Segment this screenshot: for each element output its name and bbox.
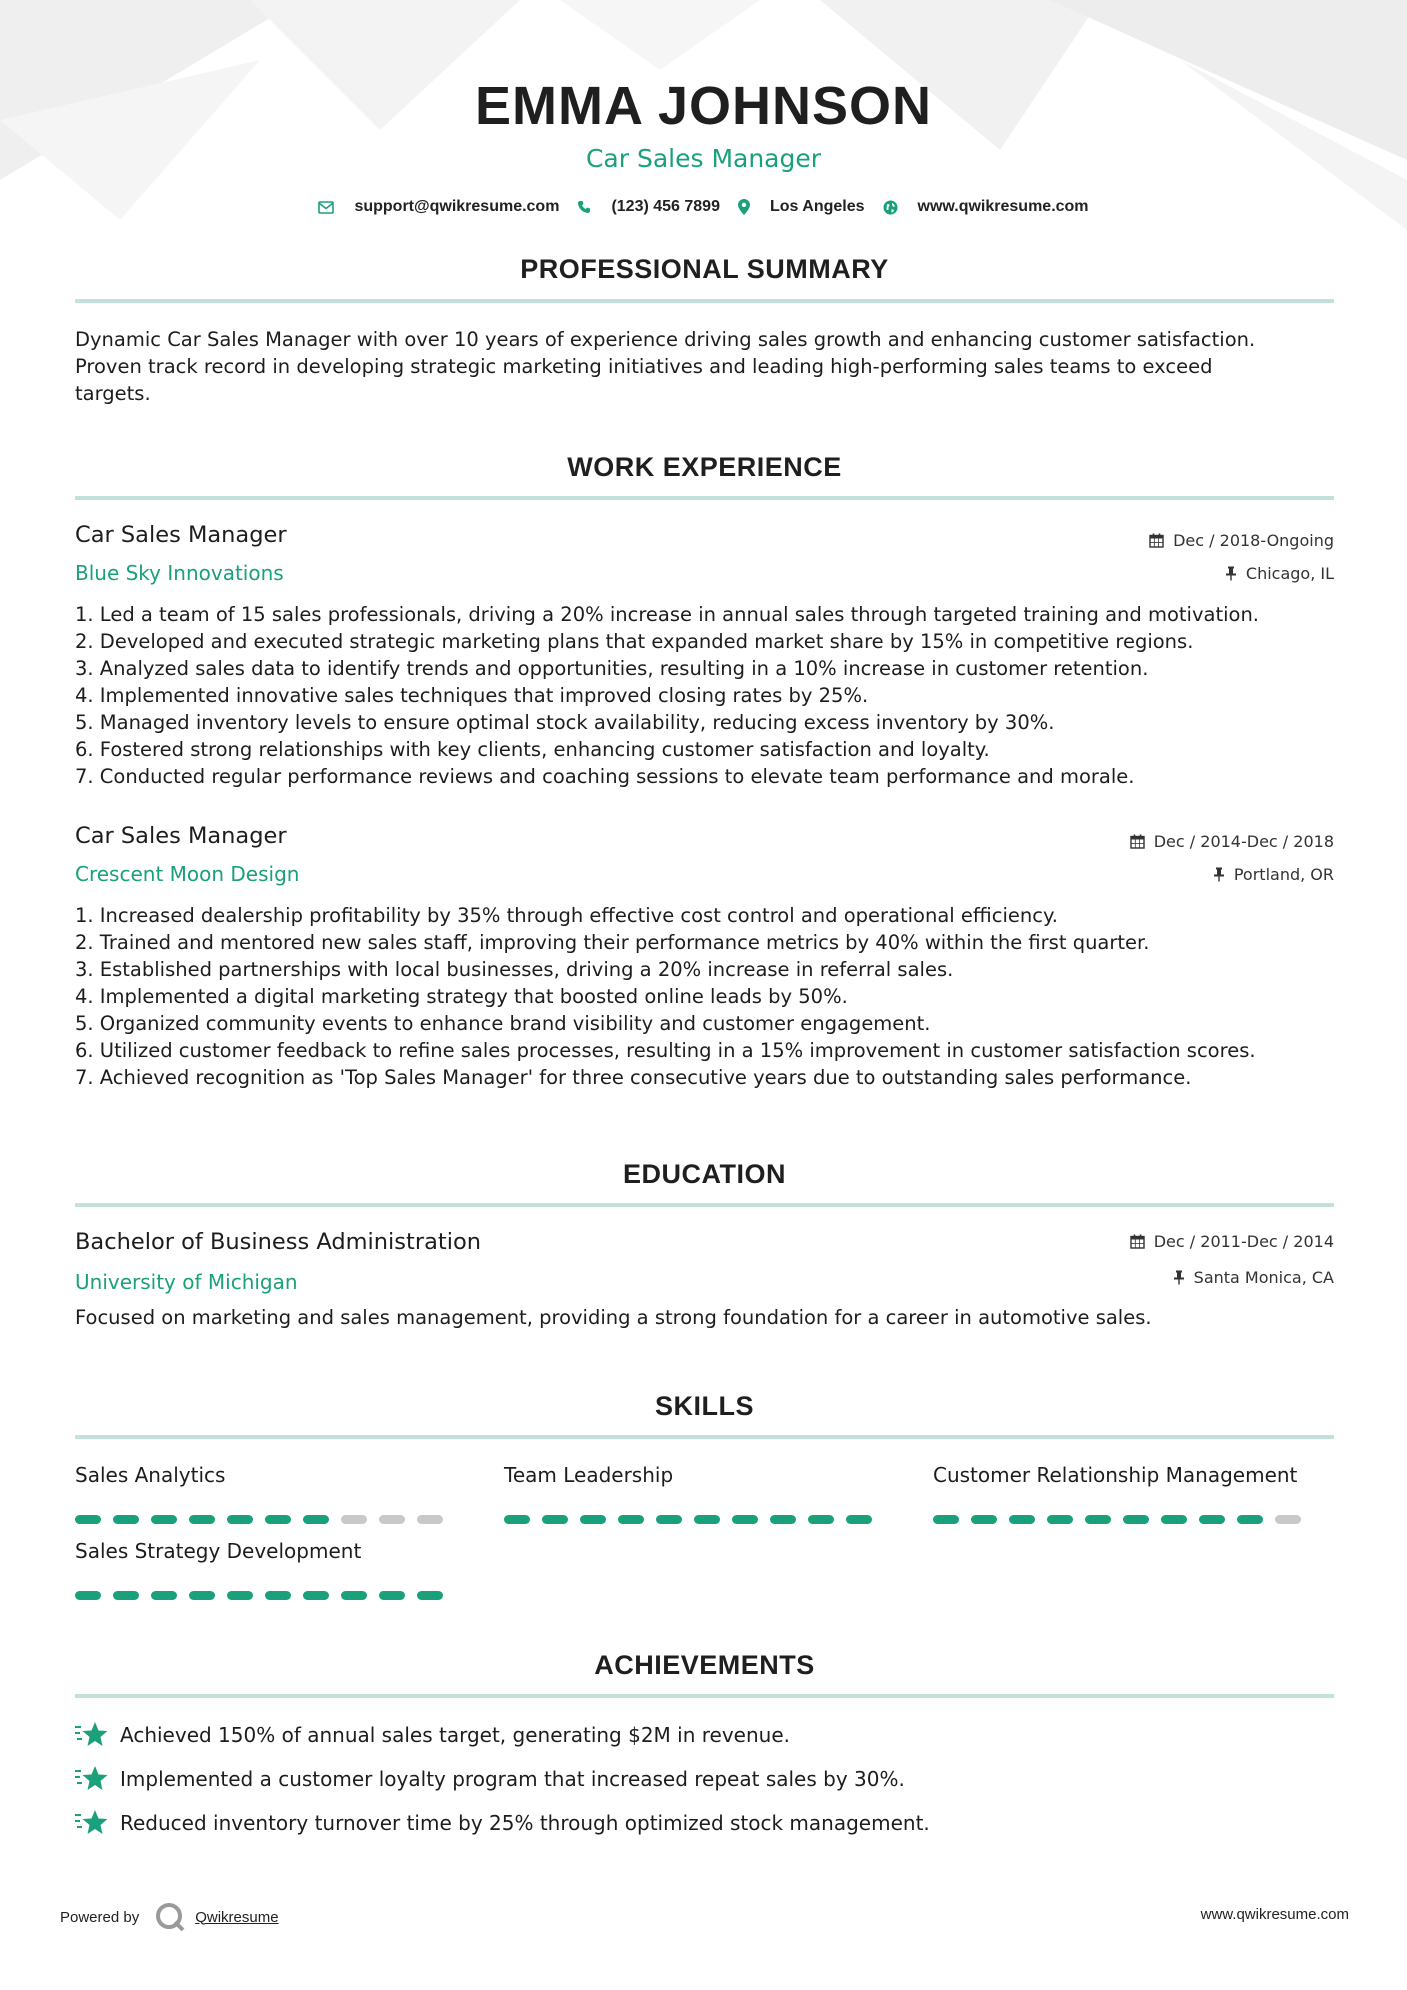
- candidate-name: EMMA JOHNSON: [474, 76, 933, 136]
- skill-dash-filled: [227, 1591, 253, 1600]
- footer-powered-by: [60, 1902, 279, 1932]
- skill-dash-filled: [189, 1591, 215, 1600]
- contact-row: [0, 198, 1407, 216]
- qwikresume-logo-icon: [155, 1902, 185, 1932]
- job-bullet: 4. Implemented innovative sales techniques that improved closing rates by 25%.: [75, 684, 869, 707]
- education-rule: [75, 1203, 1334, 1207]
- star-badge-icon: [75, 1809, 108, 1837]
- calendar-icon: [1130, 1234, 1145, 1249]
- experience-heading: WORK EXPERIENCE: [567, 452, 842, 482]
- skill-dash-filled: [1085, 1515, 1111, 1524]
- job-bullet: 7. Conducted regular performance reviews and coaching sessions to elevate team performance and morale.: [75, 765, 1135, 788]
- job-company: Blue Sky Innovations: [75, 561, 284, 585]
- skill-dash-filled: [75, 1515, 101, 1524]
- summary-rule: [75, 299, 1334, 303]
- job-dates-text: Dec / 2014-Dec / 2018: [1153, 832, 1334, 851]
- skill-dash-filled: [504, 1515, 530, 1524]
- skill-dash-filled: [1199, 1515, 1225, 1524]
- skill-dash-empty: [417, 1515, 443, 1524]
- skill-dash-filled: [113, 1591, 139, 1600]
- achievement-text: Achieved 150% of annual sales target, generating $2M in revenue.: [120, 1723, 790, 1747]
- candidate-title: Car Sales Manager: [585, 144, 822, 173]
- skill-name: Team Leadership: [504, 1463, 674, 1487]
- summary-heading: PROFESSIONAL SUMMARY: [520, 254, 889, 284]
- skill-dash-filled: [542, 1515, 568, 1524]
- skill-dash-filled: [618, 1515, 644, 1524]
- pushpin-icon: [1173, 1270, 1185, 1285]
- skill-dash-filled: [1161, 1515, 1187, 1524]
- job-bullet: 6. Fostered strong relationships with key clients, enhancing customer satisfaction and loyalty.: [75, 738, 990, 761]
- job-bullets: [75, 902, 1334, 1091]
- skill-dash-filled: [580, 1515, 606, 1524]
- skill-dash-empty: [379, 1515, 405, 1524]
- powered-by-label: Powered by: [60, 1908, 140, 1926]
- skill-item: [75, 1537, 455, 1600]
- skill-dash-filled: [808, 1515, 834, 1524]
- education-location: [1173, 1268, 1334, 1287]
- school-name: University of Michigan: [75, 1270, 298, 1294]
- job-bullet: 1. Led a team of 15 sales professionals, driving a 20% increase in annual sales through targeted training and motivation.: [75, 603, 1259, 626]
- location-text: Los Angeles: [769, 198, 865, 215]
- skill-name: Sales Strategy Development: [75, 1539, 362, 1563]
- experience-rule: [75, 496, 1334, 500]
- skill-dash-filled: [265, 1591, 291, 1600]
- qwikresume-link[interactable]: Qwikresume: [195, 1908, 279, 1926]
- achievement-item: [75, 1809, 930, 1837]
- skill-dash-filled: [1237, 1515, 1263, 1524]
- job-location-text: Portland, OR: [1233, 865, 1334, 884]
- skill-dash-filled: [303, 1515, 329, 1524]
- map-marker-icon: [738, 199, 750, 215]
- skill-dash-filled: [971, 1515, 997, 1524]
- job-bullet: 2. Developed and executed strategic marketing plans that expanded market share by 15% in competitive regions.: [75, 630, 1194, 653]
- achievements-heading: ACHIEVEMENTS: [594, 1650, 815, 1680]
- skills-heading: SKILLS: [654, 1391, 754, 1421]
- calendar-icon: [1149, 533, 1164, 548]
- star-badge-icon: [75, 1765, 108, 1793]
- job-bullet: 3. Established partnerships with local businesses, driving a 20% increase in referral sales.: [75, 958, 954, 981]
- skill-dash-filled: [341, 1591, 367, 1600]
- skill-dash-filled: [75, 1591, 101, 1600]
- calendar-icon: [1130, 834, 1145, 849]
- skills-rule: [75, 1435, 1334, 1439]
- star-badge-icon: [75, 1721, 108, 1749]
- skill-dash-filled: [189, 1515, 215, 1524]
- contact-phone[interactable]: [577, 198, 720, 216]
- skill-dash-filled: [303, 1591, 329, 1600]
- skill-dash-empty: [1275, 1515, 1301, 1524]
- contact-email[interactable]: [318, 198, 559, 216]
- job-bullet: 4. Implemented a digital marketing strategy that boosted online leads by 50%.: [75, 985, 848, 1008]
- job-bullet: 7. Achieved recognition as 'Top Sales Manager' for three consecutive years due to outstanding sales performance.: [75, 1066, 1192, 1089]
- skill-dash-filled: [933, 1515, 959, 1524]
- skill-dash-filled: [1047, 1515, 1073, 1524]
- skill-item: [75, 1461, 455, 1524]
- achievements-rule: [75, 1694, 1334, 1698]
- job-bullet: 2. Trained and mentored new sales staff, improving their performance metrics by 40% within the first quarter.: [75, 931, 1150, 954]
- skill-name: Sales Analytics: [75, 1463, 226, 1487]
- job-location: [1213, 865, 1334, 884]
- skill-dash-filled: [694, 1515, 720, 1524]
- skill-dash-filled: [417, 1591, 443, 1600]
- education-location-text: Santa Monica, CA: [1193, 1268, 1334, 1287]
- skill-dash-filled: [770, 1515, 796, 1524]
- envelope-icon: [318, 201, 334, 214]
- summary-text: [75, 326, 1334, 407]
- website-text: www.qwikresume.com: [917, 198, 1089, 215]
- skill-dash-filled: [732, 1515, 758, 1524]
- phone-text: (123) 456 7899: [611, 198, 720, 215]
- skill-name: Customer Relationship Management: [933, 1463, 1298, 1487]
- skill-dash-filled: [656, 1515, 682, 1524]
- degree-title: Bachelor of Business Administration: [75, 1229, 481, 1255]
- skill-dash-filled: [846, 1515, 872, 1524]
- phone-icon: [577, 200, 591, 214]
- summary-line: Dynamic Car Sales Manager with over 10 years of experience driving sales growth and enhancing customer satisfaction.: [75, 328, 1256, 351]
- email-text: support@qwikresume.com: [354, 198, 560, 215]
- job-dates-text: Dec / 2018-Ongoing: [1173, 531, 1334, 550]
- achievement-text: Reduced inventory turnover time by 25% through optimized stock management.: [120, 1811, 930, 1835]
- skill-item: [504, 1461, 884, 1524]
- resume-header: [0, 70, 1407, 216]
- skill-dash-filled: [227, 1515, 253, 1524]
- job-title: Car Sales Manager: [75, 823, 287, 849]
- education-dates: [1130, 1232, 1334, 1251]
- skill-dash-filled: [379, 1591, 405, 1600]
- summary-line: targets.: [75, 382, 151, 405]
- job-company: Crescent Moon Design: [75, 862, 300, 886]
- skill-dash-filled: [151, 1591, 177, 1600]
- job-bullet: 5. Managed inventory levels to ensure optimal stock availability, reducing excess inventory by 30%.: [75, 711, 1055, 734]
- education-heading: EDUCATION: [623, 1159, 786, 1189]
- skill-dash-filled: [151, 1515, 177, 1524]
- achievement-text: Implemented a customer loyalty program that increased repeat sales by 30%.: [120, 1767, 905, 1791]
- skill-meter: [75, 1515, 455, 1524]
- skill-dash-filled: [1123, 1515, 1149, 1524]
- skill-meter: [504, 1515, 884, 1524]
- skill-dash-filled: [1009, 1515, 1035, 1524]
- skill-meter: [933, 1515, 1313, 1524]
- education-description: Focused on marketing and sales management, providing a strong foundation for a career in automotive sales.: [75, 1306, 1152, 1329]
- pushpin-icon: [1213, 867, 1225, 882]
- job-bullet: 6. Utilized customer feedback to refine sales processes, resulting in a 15% improvement in customer satisfaction scores.: [75, 1039, 1256, 1062]
- job-location-text: Chicago, IL: [1245, 564, 1334, 583]
- job-title: Car Sales Manager: [75, 522, 287, 548]
- job-bullet: 1. Increased dealership profitability by 35% through effective cost control and operational efficiency.: [75, 904, 1058, 927]
- job-bullets: [75, 601, 1334, 790]
- job-bullet: 3. Analyzed sales data to identify trends and opportunities, resulting in a 10% increase in customer retention.: [75, 657, 1149, 680]
- achievement-item: [75, 1765, 905, 1793]
- job-dates: [1149, 531, 1334, 550]
- achievement-item: [75, 1721, 790, 1749]
- skill-dash-empty: [341, 1515, 367, 1524]
- footer-url[interactable]: www.qwikresume.com: [1200, 1906, 1349, 1923]
- contact-location: [738, 198, 865, 216]
- skill-dash-filled: [265, 1515, 291, 1524]
- job-dates: [1130, 832, 1334, 851]
- job-bullet: 5. Organized community events to enhance brand visibility and customer engagement.: [75, 1012, 931, 1035]
- skill-dash-filled: [113, 1515, 139, 1524]
- summary-line: Proven track record in developing strategic marketing initiatives and leading high-performing sales teams to exceed: [75, 355, 1213, 378]
- skill-meter: [75, 1591, 455, 1600]
- pushpin-icon: [1225, 566, 1237, 581]
- skill-item: [933, 1461, 1313, 1524]
- contact-website[interactable]: [883, 198, 1089, 216]
- education-dates-text: Dec / 2011-Dec / 2014: [1153, 1232, 1334, 1251]
- job-location: [1225, 564, 1334, 583]
- globe-icon: [883, 200, 898, 215]
